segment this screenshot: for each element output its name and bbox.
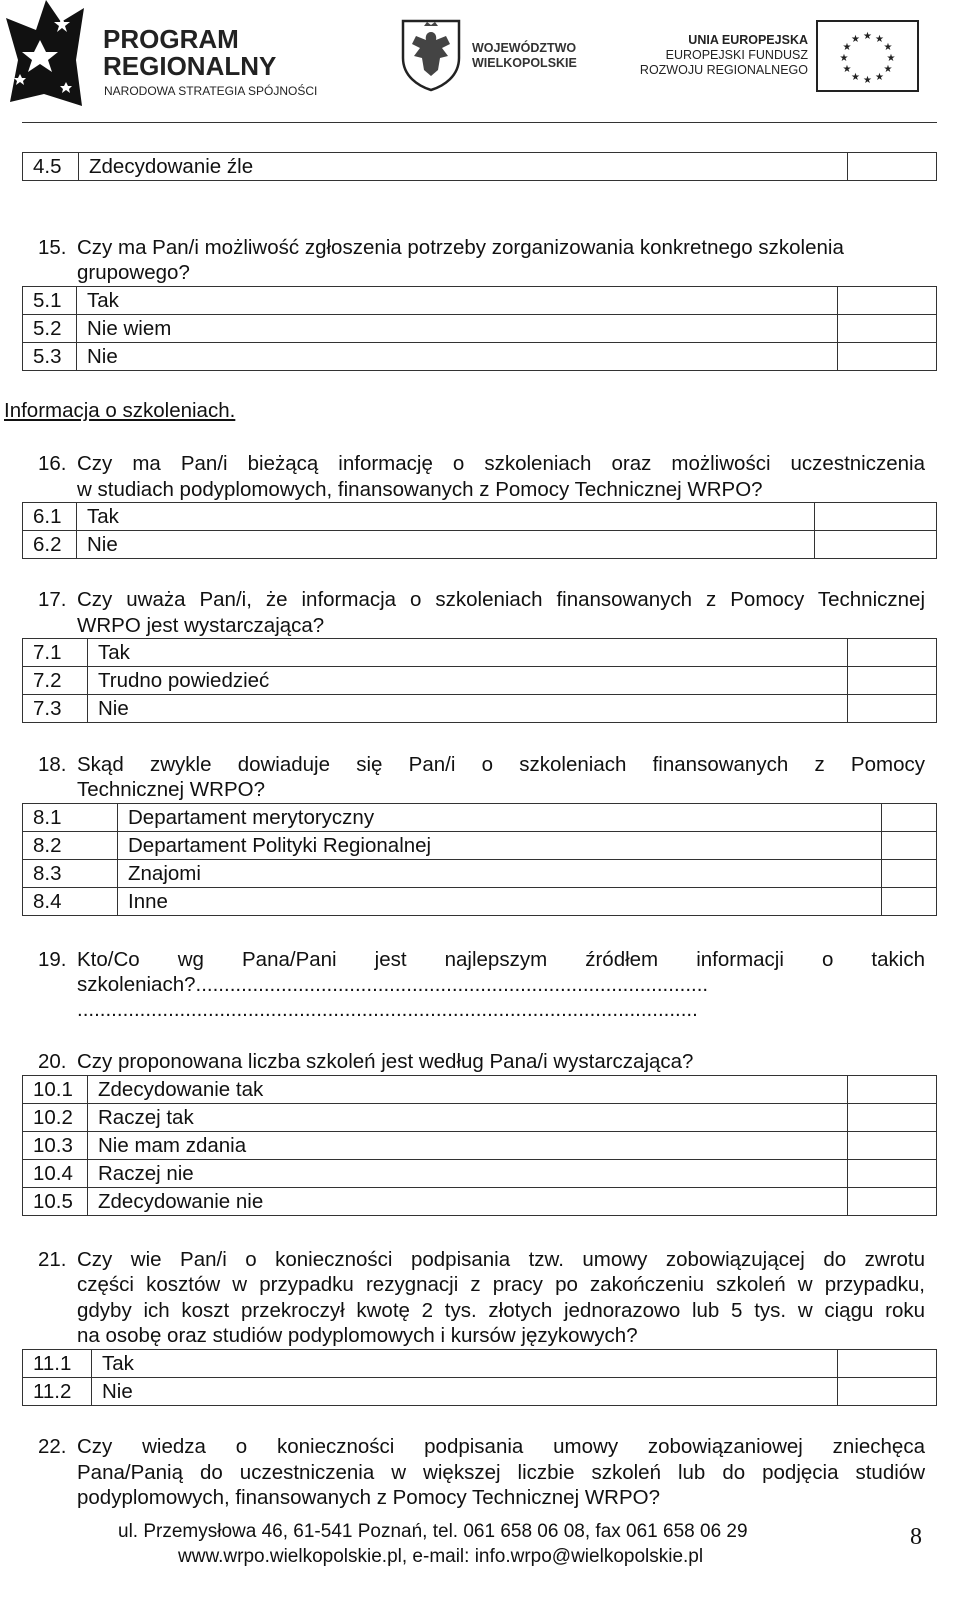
question-16-line1: Czy ma Pan/i bieżącą informację o szkoleniach oraz możliwości uczestniczenia <box>77 452 925 475</box>
option-number: 8.2 <box>23 832 118 860</box>
question-19-line3: ............................................................................................................. <box>77 998 698 1021</box>
question-17-line1: Czy uważa Pan/i, że informacja o szkoleniach finansowanych z Pomocy Technicznej <box>77 588 925 611</box>
answer-cell[interactable] <box>848 1076 937 1104</box>
svg-text:★: ★ <box>875 34 884 45</box>
option-label: Nie mam zdania <box>88 1132 848 1160</box>
option-label: Znajomi <box>118 860 882 888</box>
question-22-line1: Czy wiedza o konieczności podpisania umowy zobowiązaniowej zniechęca <box>77 1435 925 1458</box>
table-row <box>23 315 937 343</box>
question-number: 20. <box>38 1050 67 1073</box>
question-21-line1: Czy wie Pan/i o konieczności podpisania tzw. umowy zobowiązującej do zwrotu <box>77 1248 925 1271</box>
option-label: Raczej tak <box>88 1104 848 1132</box>
answer-cell[interactable] <box>848 1160 937 1188</box>
option-number: 11.1 <box>23 1350 92 1378</box>
table-row <box>23 667 937 695</box>
table-row <box>23 287 937 315</box>
option-number: 4.5 <box>23 153 79 181</box>
question-number: 16. <box>38 452 67 475</box>
question-22-line3: podyplomowych, finansowanych z Pomocy Technicznej WRPO? <box>77 1486 660 1509</box>
options-table-q18 <box>22 803 937 916</box>
table-row <box>23 1132 937 1160</box>
question-22-line2: Pana/Panią do uczestniczenia w większej liczbie szkoleń lub do podjęcia studiów <box>77 1461 925 1484</box>
options-table-q21 <box>22 1349 937 1406</box>
option-label: Nie <box>88 695 848 723</box>
eu-line1: UNIA EUROPEJSKA <box>688 33 808 47</box>
options-table-q17 <box>22 638 937 723</box>
option-number: 8.4 <box>23 888 118 916</box>
option-label: Nie <box>92 1378 838 1406</box>
answer-cell[interactable] <box>882 804 937 832</box>
table-row <box>23 153 937 181</box>
option-label: Tak <box>77 503 815 531</box>
question-19-line1: Kto/Co wg Pana/Pani jest najlepszym źródłem informacji o takich <box>77 948 925 971</box>
question-16-line2: w studiach podyplomowych, finansowanych z Pomocy Technicznej WRPO? <box>77 478 763 501</box>
header-rule <box>22 122 937 123</box>
table-row <box>23 343 937 371</box>
table-row <box>23 888 937 916</box>
option-label: Nie wiem <box>77 315 838 343</box>
wojewodztwo-line1: WOJEWÓDZTWO <box>472 41 577 55</box>
question-18-line2: Technicznej WRPO? <box>77 778 265 801</box>
option-number: 7.2 <box>23 667 88 695</box>
footer-address: ul. Przemysłowa 46, 61-541 Poznań, tel. 061 658 06 08, fax 061 658 06 29 <box>118 1521 748 1542</box>
question-15-line1: Czy ma Pan/i możliwość zgłoszenia potrzeby zorganizowania konkretnego szkolenia <box>77 236 844 259</box>
option-number: 6.2 <box>23 531 77 559</box>
answer-cell[interactable] <box>848 695 937 723</box>
answer-cell[interactable] <box>882 832 937 860</box>
option-label: Tak <box>77 287 838 315</box>
options-table-q20 <box>22 1075 937 1216</box>
program-subtitle: NARODOWA STRATEGIA SPÓJNOŚCI <box>104 84 318 98</box>
table-row <box>23 1188 937 1216</box>
header-logos <box>0 0 960 110</box>
svg-text:★: ★ <box>863 75 872 86</box>
table-row <box>23 531 937 559</box>
option-label: Departament Polityki Regionalnej <box>118 832 882 860</box>
option-label: Zdecydowanie nie <box>88 1188 848 1216</box>
answer-cell[interactable] <box>848 639 937 667</box>
answer-cell[interactable] <box>838 343 937 371</box>
option-number: 10.4 <box>23 1160 88 1188</box>
svg-text:★: ★ <box>875 72 884 83</box>
answer-cell[interactable] <box>848 153 937 181</box>
answer-cell[interactable] <box>838 315 937 343</box>
option-number: 6.1 <box>23 503 77 531</box>
eu-text <box>636 33 808 78</box>
svg-text:★: ★ <box>851 72 860 83</box>
svg-text:★: ★ <box>842 42 852 53</box>
svg-text:★: ★ <box>883 42 893 53</box>
option-label: Zdecydowanie tak <box>88 1076 848 1104</box>
page-number: 8 <box>910 1524 922 1550</box>
option-label: Trudno powiedzieć <box>88 667 848 695</box>
option-number: 10.5 <box>23 1188 88 1216</box>
svg-text:★: ★ <box>883 64 893 75</box>
option-label: Nie <box>77 531 815 559</box>
table-row <box>23 1104 937 1132</box>
question-18-line1: Skąd zwykle dowiaduje się Pan/i o szkoleniach finansowanych z Pomocy <box>77 753 925 776</box>
answer-cell[interactable] <box>882 888 937 916</box>
question-19-line2: szkoleniach?.......................................................................................... <box>77 973 709 996</box>
options-table-q15 <box>22 286 937 371</box>
section-title: Informacja o szkoleniach. <box>4 399 236 422</box>
option-number: 7.1 <box>23 639 88 667</box>
svg-text:★: ★ <box>842 64 852 75</box>
option-number: 5.2 <box>23 315 77 343</box>
question-20-line1: Czy proponowana liczba szkoleń jest według Pana/i wystarczająca? <box>77 1050 694 1073</box>
option-number: 5.3 <box>23 343 77 371</box>
svg-text:★: ★ <box>863 31 872 42</box>
question-number: 17. <box>38 588 67 611</box>
question-number: 15. <box>38 236 67 259</box>
svg-text:★: ★ <box>839 53 849 64</box>
program-title-line2: REGIONALNY <box>103 51 277 81</box>
option-label: Tak <box>92 1350 838 1378</box>
table-row <box>23 804 937 832</box>
option-label: Tak <box>88 639 848 667</box>
option-number: 11.2 <box>23 1378 92 1406</box>
table-row <box>23 639 937 667</box>
option-number: 10.2 <box>23 1104 88 1132</box>
question-17-line2: WRPO jest wystarczająca? <box>77 614 325 637</box>
option-number: 7.3 <box>23 695 88 723</box>
eu-line3: ROZWOJU REGIONALNEGO <box>639 63 808 77</box>
answer-cell[interactable] <box>838 1350 937 1378</box>
answer-cell[interactable] <box>838 287 937 315</box>
answer-cell[interactable] <box>815 531 937 559</box>
answer-cell[interactable] <box>838 1378 937 1406</box>
option-number: 8.3 <box>23 860 118 888</box>
question-number: 18. <box>38 753 67 776</box>
question-21-line3: gdyby ich koszt przekroczył kwotę 2 tys. złotych jednorazowo lub 5 tys. w ciągu roku <box>77 1299 925 1322</box>
option-number: 5.1 <box>23 287 77 315</box>
table-row <box>23 1160 937 1188</box>
table-row <box>23 1350 937 1378</box>
question-number: 21. <box>38 1248 67 1271</box>
answer-cell[interactable] <box>882 860 937 888</box>
footer-contact: www.wrpo.wielkopolskie.pl, e-mail: info.wrpo@wielkopolskie.pl <box>178 1546 704 1567</box>
question-21-line4: na osobę oraz studiów podyplomowych i kursów językowych? <box>77 1324 638 1347</box>
program-regionalny-logo-icon <box>6 0 86 108</box>
eu-flag-icon <box>816 20 919 92</box>
question-21-line2: części kosztów w przypadku rezygnacji z pracy po zakończeniu szkoleń w przypadku, <box>77 1273 925 1296</box>
option-number: 10.1 <box>23 1076 88 1104</box>
question-15-line2: grupowego? <box>77 261 190 284</box>
wojewodztwo-text <box>472 41 577 71</box>
table-row <box>23 860 937 888</box>
answer-cell[interactable] <box>848 1104 937 1132</box>
question-number: 19. <box>38 948 67 971</box>
option-label: Inne <box>118 888 882 916</box>
table-row <box>23 1076 937 1104</box>
table-row <box>23 695 937 723</box>
svg-text:★: ★ <box>851 34 860 45</box>
option-label: Nie <box>77 343 838 371</box>
question-number: 22. <box>38 1435 67 1458</box>
option-number: 10.3 <box>23 1132 88 1160</box>
option-number: 8.1 <box>23 804 118 832</box>
answer-cell[interactable] <box>848 667 937 695</box>
table-row <box>23 832 937 860</box>
coat-of-arms-icon <box>400 18 462 92</box>
options-table-q16 <box>22 502 937 559</box>
answer-cell[interactable] <box>848 1188 937 1216</box>
svg-text:★: ★ <box>886 53 896 64</box>
table-row <box>23 503 937 531</box>
eu-line2: EUROPEJSKI FUNDUSZ <box>665 48 808 62</box>
option-label: Raczej nie <box>88 1160 848 1188</box>
answer-cell[interactable] <box>815 503 937 531</box>
options-table-q14 <box>22 152 937 181</box>
answer-cell[interactable] <box>848 1132 937 1160</box>
option-label: Zdecydowanie źle <box>79 153 848 181</box>
program-title <box>103 26 276 80</box>
wojewodztwo-line2: WIELKOPOLSKIE <box>472 56 577 70</box>
table-row <box>23 1378 937 1406</box>
program-title-line1: PROGRAM <box>103 24 239 54</box>
option-label: Departament merytoryczny <box>118 804 882 832</box>
